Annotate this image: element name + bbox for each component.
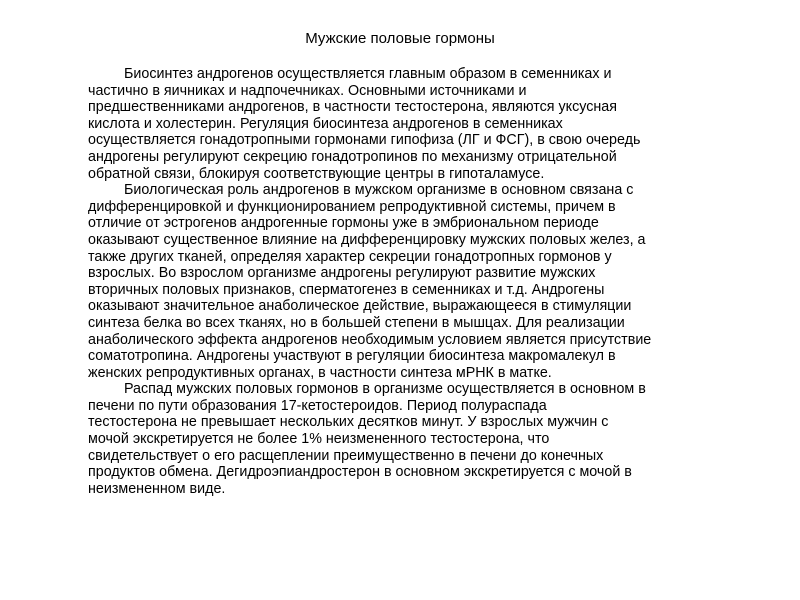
text-line: обратной связи, блокируя соответствующие центры в гипоталамусе. — [88, 165, 545, 182]
page-title: Мужские половые гормоны — [305, 30, 495, 47]
text-line: кислота и холестерин. Регуляция биосинтеза андрогенов в семенниках — [88, 115, 563, 132]
text-line: печени по пути образования 17-кетостероидов. Период полураспада — [88, 397, 547, 414]
text-line: мочой экскретируется не более 1% неизмененного тестостерона, что — [88, 431, 550, 448]
text-line: неизмененном виде. — [88, 480, 226, 497]
document-body — [88, 66, 740, 497]
text-line: также других тканей, определяя характер секреции гонадотропных гормонов у — [88, 248, 612, 265]
text-line: соматотропина. Андрогены участвуют в регуляции биосинтеза макромалекул в — [88, 348, 616, 365]
text-line: Распад мужских половых гормонов в организме осуществляется в основном в — [124, 381, 646, 398]
text-line: Биосинтез андрогенов осуществляется главным образом в семенниках и — [124, 66, 612, 82]
text-line: оказывают значительное анаболическое действие, выражающееся в стимуляции — [88, 298, 632, 315]
text-line: предшественниками андрогенов, в частности тестостерона, являются уксусная — [88, 99, 617, 116]
text-line: взрослых. Во взрослом организме андрогены регулируют развитие мужских — [88, 265, 596, 282]
text-line: отличие от эстрогенов андрогенные гормоны уже в эмбриональном периоде — [88, 215, 599, 232]
text-line: синтеза белка во всех тканях, но в большей степени в мышцах. Для реализации — [88, 314, 625, 331]
text-line: продуктов обмена. Дегидроэпиандростерон в основном экскретируется с мочой в — [88, 464, 632, 481]
text-line: андрогены регулируют секрецию гонадотропинов по механизму отрицательной — [88, 148, 617, 165]
text-line: оказывают существенное влияние на дифференцировку мужских половых желез, а — [88, 231, 646, 248]
paragraph-breakdown — [88, 381, 740, 497]
text-line: вторичных половых признаков, сперматогенез в семенниках и т.д. Андрогены — [88, 281, 605, 298]
text-line: анаболического эффекта андрогенов необходимым условием является присутствие — [88, 331, 652, 348]
paragraph-biological-role — [88, 182, 740, 381]
text-line: женских репродуктивных органах, в частности синтеза мРНК в матке. — [88, 364, 552, 381]
text-line: свидетельствует о его расщеплении преимущественно в печени до конечных — [88, 447, 604, 464]
text-line: тестостерона не превышает нескольких десятков минут. У взрослых мужчин с — [88, 414, 609, 431]
paragraph-biosynthesis — [88, 66, 740, 182]
text-line: Биологическая роль андрогенов в мужском организме в основном связана с — [124, 182, 634, 199]
text-line: осуществляется гонадотропными гормонами гипофиза (ЛГ и ФСГ), в свою очередь — [88, 132, 641, 149]
text-line: частично в яичниках и надпочечниках. Основными источниками и — [88, 82, 527, 99]
text-line: дифференцировкой и функционированием репродуктивной системы, причем в — [88, 198, 616, 215]
